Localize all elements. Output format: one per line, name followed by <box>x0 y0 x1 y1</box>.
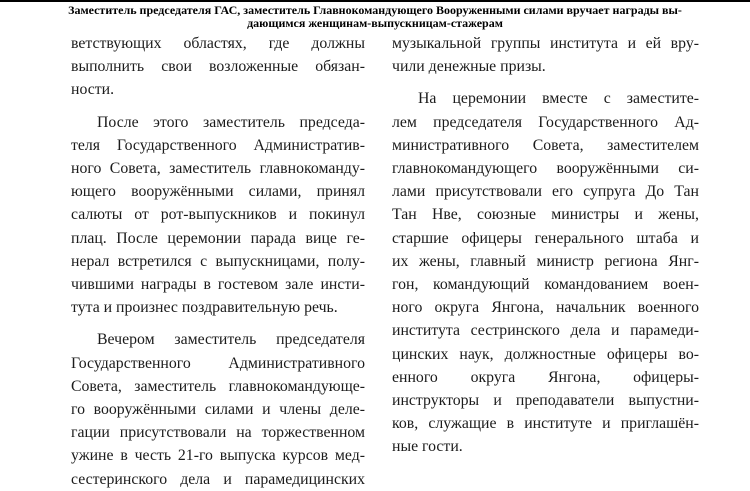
text-line: чившими награды в гостевом зале инсти- <box>71 276 365 294</box>
text-line: плац. После церемонии парада вице ге- <box>71 229 365 247</box>
text-line: Вечером заместитель председателя <box>97 331 365 349</box>
text-line: го вооружёнными силами и члены деле- <box>71 401 365 419</box>
photo-caption-bar <box>0 0 750 32</box>
text-line: чили денежные призы. <box>392 58 546 76</box>
text-line: салюты от рот-выпускников и покинул <box>71 206 365 224</box>
text-line: инструкторы и преподаватели выпустни- <box>392 392 699 410</box>
text-line: лем председателя Государственного Ад- <box>392 113 699 131</box>
text-line: старшие офицеры генерального штаба и <box>392 229 699 247</box>
text-line: лами присутствовали его супруга До Тан <box>392 183 699 201</box>
text-line: Тан Нве, союзные министры и жены, <box>392 206 699 224</box>
text-line: цинских наук, должностные офицеры во- <box>392 345 699 363</box>
caption-line-2: дающимся женщинам-выпускницам-стажерам <box>247 16 503 30</box>
text-line: ков, служащие в институте и приглашён- <box>392 415 699 433</box>
text-line: ужине в честь 21-го выпуска курсов мед- <box>71 447 365 465</box>
photo-caption <box>0 2 750 30</box>
text-line: ного округа Янгона, начальник военного <box>392 299 699 317</box>
left-paragraph-3 <box>71 328 365 490</box>
text-line: ные гости. <box>392 438 463 456</box>
text-line: На церемонии вместе с заместите- <box>418 90 699 108</box>
right-paragraph-2 <box>392 87 699 458</box>
text-line: их жены, главный министр региона Янг- <box>392 252 699 270</box>
text-line: института сестринского дела и парамеди- <box>392 322 699 340</box>
left-paragraph-1 <box>71 32 365 102</box>
text-line: Совета, заместитель главнокомандующе- <box>71 377 365 395</box>
text-line: ветствующих областях, где должны <box>71 35 365 52</box>
text-line: теля Государственного Административ- <box>71 136 365 154</box>
text-line: музыкальной группы института и ей вру- <box>392 35 699 52</box>
text-line: Государственного Административного <box>71 354 365 372</box>
text-line: ного Совета, заместитель главнокоманду- <box>71 160 365 178</box>
text-line: министративного Совета, заместителем <box>392 136 699 154</box>
text-line: После этого заместитель председа- <box>97 113 365 131</box>
text-line: енного округа Янгона, офицеры- <box>392 368 699 386</box>
text-line: выполнить свои возложенные обязан- <box>71 58 365 76</box>
right-paragraph-1 <box>392 32 699 78</box>
text-line: ющего вооружёнными силами, принял <box>71 183 365 201</box>
text-line: гации присутствовали на торжественном <box>71 424 365 442</box>
text-line: ности. <box>71 81 115 99</box>
text-line: тута и произнес поздравительную речь. <box>71 299 338 317</box>
right-column <box>392 32 699 459</box>
caption-line-1: Заместитель председателя ГАС, заместитель Главнокомандующего Вооруженными силами вручает награды вы- <box>68 3 682 17</box>
text-line: главнокомандующего вооружёнными си- <box>392 160 699 178</box>
text-line: нерал встретился с выпускницами, полу- <box>71 252 365 270</box>
left-paragraph-2 <box>71 111 365 320</box>
left-column <box>71 32 365 491</box>
text-line: гон, командующий командованием воен- <box>392 276 699 294</box>
text-line: сестеринского дела и парамедицинских <box>71 470 365 488</box>
